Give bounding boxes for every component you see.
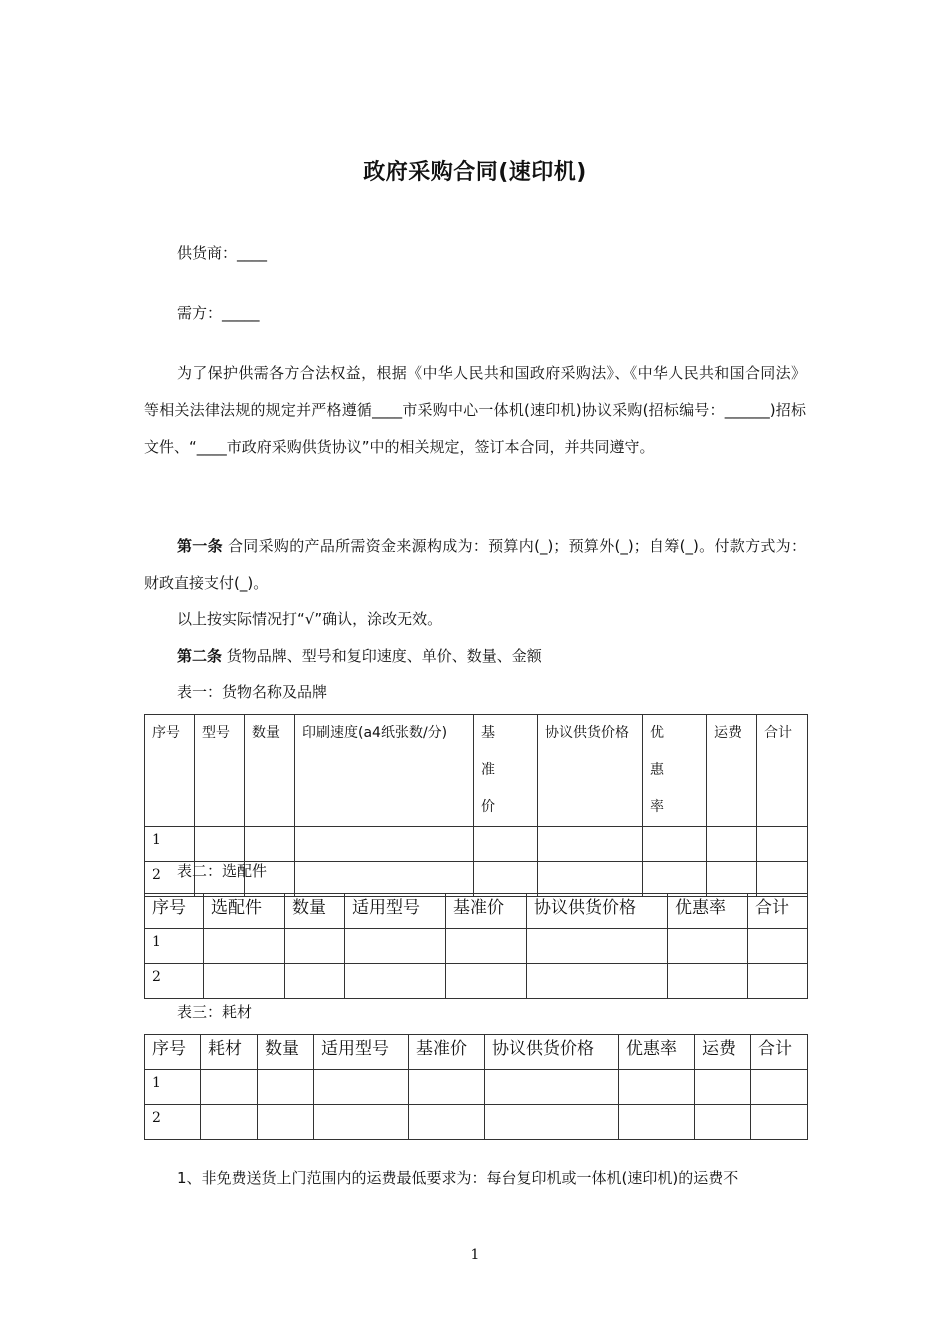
empty-cell (195, 827, 245, 862)
empty-cell (527, 964, 668, 999)
empty-cell (285, 929, 345, 964)
empty-cell (748, 964, 808, 999)
empty-cell (707, 827, 757, 862)
header-cell: 基准价 (409, 1035, 485, 1070)
empty-cell (619, 1070, 695, 1105)
empty-cell (751, 1105, 808, 1140)
table-2-caption: 表二：选配件 (177, 862, 268, 880)
article-2-label: 第二条 (177, 647, 223, 665)
confirm-note: 以上按实际情况打“√”确认，涂改无效。 (177, 610, 443, 628)
empty-cell (757, 827, 808, 862)
header-cell: 数量 (285, 894, 345, 929)
header-cell: 序号 (145, 894, 204, 929)
header-cell: 运费 (707, 715, 757, 827)
header-cell: 序号 (145, 1035, 201, 1070)
article-2-text: 货物品牌、型号和复印速度、单价、数量、金额 (222, 647, 542, 665)
table-row (145, 1070, 808, 1105)
table-header-row (145, 1035, 808, 1070)
buyer-line: 需方：_____ (177, 304, 260, 322)
empty-cell (409, 1070, 485, 1105)
table-header-row (145, 894, 808, 929)
empty-cell (204, 929, 285, 964)
empty-cell (258, 1070, 314, 1105)
empty-cell (446, 964, 527, 999)
empty-cell (748, 929, 808, 964)
empty-cell (285, 964, 345, 999)
empty-cell (204, 964, 285, 999)
header-cell: 基准价 (474, 715, 538, 827)
empty-cell (643, 862, 707, 897)
header-cell: 印刷速度(a4纸张数/分) (295, 715, 474, 827)
row-number-cell: 1 (145, 929, 204, 964)
empty-cell (751, 1070, 808, 1105)
article-1-paragraph (144, 528, 806, 602)
table-1-caption: 表一：货物名称及品牌 (177, 683, 328, 701)
empty-cell (668, 929, 748, 964)
header-cell: 基准价 (446, 894, 527, 929)
table-row (145, 929, 808, 964)
empty-cell (345, 929, 446, 964)
header-cell: 适用型号 (314, 1035, 409, 1070)
empty-cell (695, 1105, 751, 1140)
accessories-table (144, 893, 808, 999)
header-cell: 数量 (258, 1035, 314, 1070)
table-3-caption: 表三：耗材 (177, 1003, 253, 1021)
header-cell: 优惠率 (643, 715, 707, 827)
header-cell: 合计 (748, 894, 808, 929)
table-header-row (145, 715, 808, 827)
empty-cell (707, 862, 757, 897)
header-cell: 协议供货价格 (485, 1035, 619, 1070)
empty-cell (345, 964, 446, 999)
document-title: 政府采购合同(速印机) (363, 160, 587, 185)
row-number-cell: 1 (145, 827, 195, 862)
supplier-line: 供货商：____ (177, 244, 268, 262)
header-cell: 数量 (245, 715, 295, 827)
header-cell: 协议供货价格 (527, 894, 668, 929)
empty-cell (695, 1070, 751, 1105)
header-cell: 序号 (145, 715, 195, 827)
article-2-line (177, 646, 542, 666)
empty-cell (757, 862, 808, 897)
header-cell: 优惠率 (668, 894, 748, 929)
empty-cell (538, 827, 643, 862)
empty-cell (619, 1105, 695, 1140)
empty-cell (474, 827, 538, 862)
empty-cell (258, 1105, 314, 1140)
empty-cell (527, 929, 668, 964)
row-number-cell: 2 (145, 1105, 201, 1140)
empty-cell (314, 1070, 409, 1105)
empty-cell (485, 1070, 619, 1105)
row-number-cell: 2 (145, 862, 195, 897)
empty-cell (409, 1105, 485, 1140)
table-row (145, 1105, 808, 1140)
header-cell: 合计 (751, 1035, 808, 1070)
empty-cell (295, 862, 474, 897)
header-cell: 协议供货价格 (538, 715, 643, 827)
header-cell: 型号 (195, 715, 245, 827)
header-cell: 耗材 (201, 1035, 258, 1070)
empty-cell (201, 1070, 258, 1105)
empty-cell (643, 827, 707, 862)
consumables-table (144, 1034, 808, 1140)
row-number-cell: 1 (145, 1070, 201, 1105)
header-cell: 运费 (695, 1035, 751, 1070)
table-row (145, 964, 808, 999)
empty-cell (295, 827, 474, 862)
header-cell: 优惠率 (619, 1035, 695, 1070)
empty-cell (485, 1105, 619, 1140)
article-1-label: 第一条 (177, 537, 223, 555)
header-cell: 合计 (757, 715, 808, 827)
empty-cell (538, 862, 643, 897)
empty-cell (446, 929, 527, 964)
empty-cell (245, 827, 295, 862)
empty-cell (474, 862, 538, 897)
empty-cell (668, 964, 748, 999)
clause-1-line: 1、非免费送货上门范围内的运费最低要求为：每台复印机或一体机(速印机)的运费不 (177, 1169, 739, 1187)
header-cell: 适用型号 (345, 894, 446, 929)
table-row (145, 827, 808, 862)
empty-cell (314, 1105, 409, 1140)
header-cell: 选配件 (204, 894, 285, 929)
article-1-text: 合同采购的产品所需资金来源构成为：预算内(_)；预算外(_)；自筹(_)。付款方式为：财政直接支付(_)。 (144, 537, 806, 592)
page-number: 1 (470, 1247, 480, 1263)
intro-paragraph: 为了保护供需各方合法权益，根据《中华人民共和国政府采购法》、《中华人民共和国合同法》等相关法律法规的规定并严格遵循____市采购中心一体机(速印机)协议采购(招标编号：______)招标文件、“____市政府采购供货协议”中的相关规定，签订本合同，并共同遵守。 (144, 364, 806, 456)
empty-cell (201, 1105, 258, 1140)
row-number-cell: 2 (145, 964, 204, 999)
